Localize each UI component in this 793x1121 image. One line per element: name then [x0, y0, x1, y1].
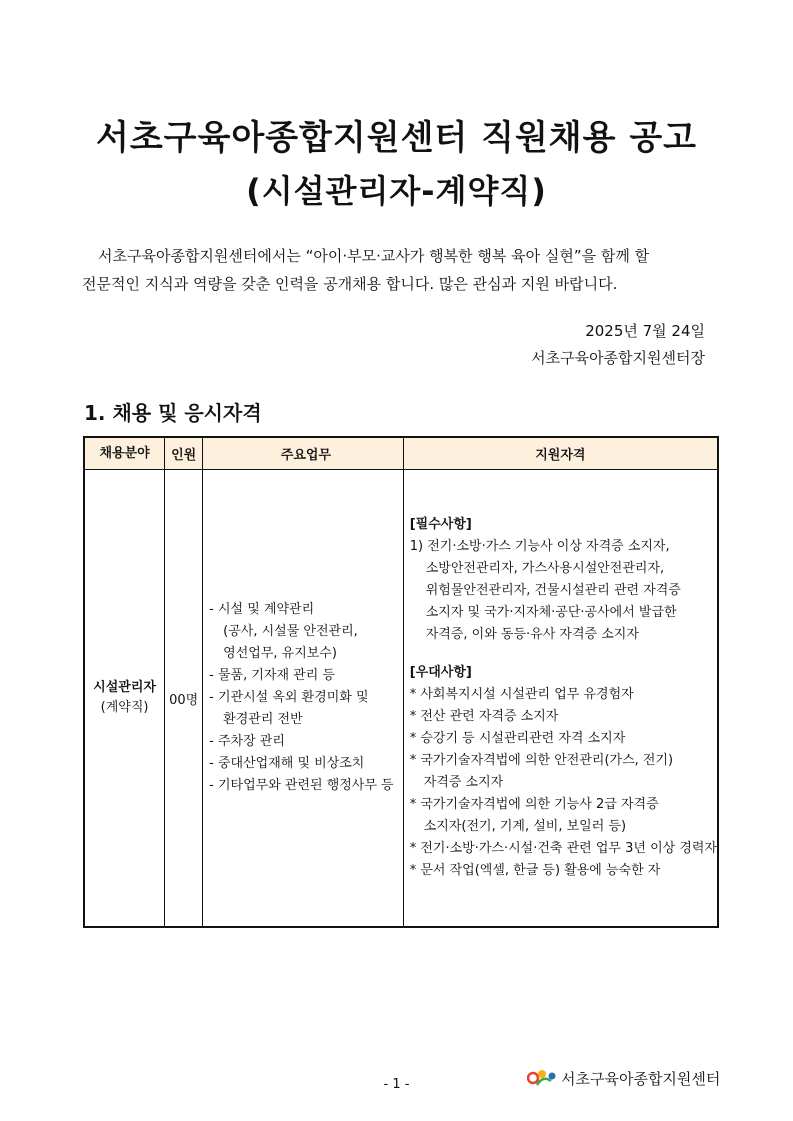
- field-type: (계약직): [100, 700, 149, 715]
- table-row: [84, 470, 718, 928]
- footer-brand-name: 서초구육아종합지원센터: [561, 1069, 721, 1088]
- announcement-date: 2025년 7월 24일: [585, 322, 705, 340]
- required-item: 위험물안전관리자, 건물시설관리 관련 자격증: [425, 583, 681, 598]
- required-item: 소지자 및 국가·지자체·공단·공사에서 발급한: [425, 605, 677, 620]
- preferred-item: * 승강기 등 시설관리관련 자격 소지자: [409, 731, 626, 746]
- preferred-item: 소지자(전기, 기계, 설비, 보일러 등): [423, 819, 627, 834]
- header-field: 채용분야: [84, 437, 165, 470]
- duty-item: 환경관리 전반: [223, 712, 303, 727]
- required-heading: [필수사항]: [409, 517, 472, 532]
- duty-item: - 기관시설 옥외 환경미화 및: [209, 690, 369, 705]
- field-cell: [84, 470, 165, 928]
- intro-line: 서초구육아종합지원센터에서는 “아이·부모·교사가 행복한 행복 육아 실현”을 함께 할: [98, 247, 650, 265]
- preferred-heading: [우대사항]: [409, 665, 472, 680]
- required-item: 소방안전관리자, 가스사용시설안전관리자,: [425, 561, 665, 576]
- field-name: 시설관리자: [93, 680, 156, 695]
- preferred-item: * 전산 관련 자격증 소지자: [409, 709, 559, 724]
- preferred-item: * 사회복지시설 시설관리 업무 유경험자: [409, 687, 634, 702]
- required-item: 자격증, 이와 동등·유사 자격증 소지자: [425, 627, 639, 642]
- page-number: - 1 -: [383, 1077, 410, 1092]
- footer-brand: [527, 1067, 720, 1089]
- recruitment-table: [83, 436, 719, 928]
- section-heading: 1. 채용 및 응시자격: [84, 401, 262, 425]
- issuer-name: 서초구육아종합지원센터장: [531, 349, 705, 367]
- preferred-item: * 문서 작업(엑셀, 한글 등) 활용에 능숙한 자: [409, 863, 661, 878]
- duty-item: - 중대산업재해 및 비상조치: [209, 756, 365, 771]
- required-item: 1) 전기·소방·가스 기능사 이상 자격증 소지자,: [409, 539, 670, 554]
- preferred-item: * 국가기술자격법에 의한 안전관리(가스, 전기): [409, 753, 674, 768]
- duty-item: - 주차장 관리: [209, 734, 285, 749]
- header-headcount: 인원: [165, 437, 203, 470]
- preferred-item: * 전기·소방·가스·시설·건축 관련 업무 3년 이상 경력자: [409, 841, 717, 856]
- preferred-item: * 국가기술자격법에 의한 기능사 2급 자격증: [409, 797, 659, 812]
- header-duties: 주요업무: [203, 437, 404, 470]
- preferred-item: 자격증 소지자: [423, 775, 504, 790]
- duty-item: - 물품, 기자재 관리 등: [209, 668, 335, 683]
- intro-paragraph: [82, 242, 722, 298]
- intro-line: 전문적인 지식과 역량을 갖춘 인력을 공개채용 합니다. 많은 관심과 지원 바랍니다.: [82, 275, 618, 293]
- page-title: 서초구육아종합지원센터 직원채용 공고: [95, 118, 698, 158]
- page-subtitle: (시설관리자-계약직): [246, 172, 547, 210]
- duty-item: (공사, 시설물 안전관리,: [223, 624, 358, 639]
- duties-cell: [203, 470, 404, 928]
- qualifications-cell: [403, 470, 718, 928]
- duty-item: - 기타업무와 관련된 행정사무 등: [209, 778, 394, 793]
- header-qualifications: 지원자격: [403, 437, 718, 470]
- duty-item: - 시설 및 계약관리: [209, 602, 315, 617]
- center-logo-icon: [527, 1067, 557, 1089]
- headcount-cell: 00명: [165, 470, 203, 928]
- table-header-row: [84, 437, 718, 470]
- duty-item: 영선업무, 유지보수): [223, 646, 337, 661]
